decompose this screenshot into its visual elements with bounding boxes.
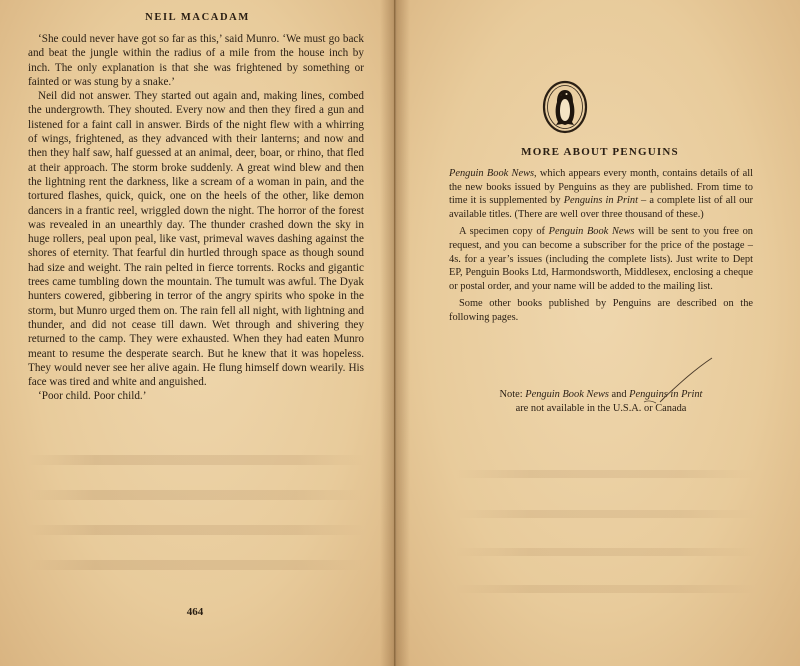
italic-title: Penguins in Print (629, 389, 703, 400)
show-through-shadow (28, 490, 364, 500)
show-through-shadow (28, 525, 364, 535)
right-page-body (449, 167, 753, 329)
running-head: NEIL MACADAM (145, 12, 250, 23)
pencil-mark (624, 356, 714, 406)
body-paragraph: Neil did not answer. They started out again and, making lines, combed the undergrowth. They shouted. Every now and then they fired a gun and listened for a faint call in answer. Birds of the night flew with a whirring of wings, frightened, as they advanced with their lanterns; and now and then they half saw, half guessed at an animal, deer, boar, or rhino, that fled at their approach. The storm broke suddenly. A great wind blew and then the lightning rent the darkness, like a scream of a woman in pain, and the tortured flashes, quick, quick, one on the heels of the other, like demon dancers in a frantic reel, wriggled down the night. The horror of the forest was revealed in an unearthly day. The thunder crashed down the sky in huge rollers, peal upon peal, like vast, primeval waves dashing against the shores of eternity. That fearful din hurtled through space as though sound had size and weight. The rain pelted in fierce torrents. Rocks and gigantic trees came tumbling down the mountain. The tumult was awful. The Dyak hunters cowered, gibbering in terror of the angry spirits who spoke in the storm, but Munro urged them on. The rain fell all night, with lightning and thunder, and did not cease till dawn. Wet through and shivering they returned to the camp. They were exhausted. When they had eaten Munro meant to resume the desperate search. But he knew that it was hopeless. They would never see her alive again. He flung himself down wearily. His face was tired and white and anguished. (28, 90, 364, 389)
show-through-shadow (455, 510, 755, 518)
penguin-logo-icon (542, 80, 588, 134)
show-through-shadow (455, 585, 755, 593)
italic-title: Penguin Book News (525, 389, 609, 400)
page-number: 464 (186, 606, 204, 618)
italic-title: Penguins in Print (563, 195, 638, 207)
italic-title: Penguin Book News (449, 168, 535, 179)
text-span: will be sent to you free on request, and you can become a subscriber for the price of the postage – 4s. for a year’s issues (including the complete lists). Just write to Dept EP, Penguin Books Ltd, Harmondsworth, Middlesex, enclosing a cheque or postal order, and your name will be added to the mailing list. (449, 226, 753, 292)
section-title: MORE ABOUT PENGUINS (521, 146, 679, 158)
text-span: Note: (499, 389, 526, 400)
body-paragraph: ‘Poor child. Poor child.’ (38, 390, 147, 403)
show-through-shadow (455, 470, 755, 478)
left-page-body (28, 32, 364, 404)
show-through-shadow (28, 560, 364, 570)
text-span: A specimen copy of (459, 226, 549, 238)
body-paragraph: Some other books published by Penguins are described on the following pages. (449, 298, 753, 323)
body-paragraph (449, 167, 753, 221)
left-page (0, 0, 395, 666)
italic-title: Penguin Book News (548, 226, 635, 238)
text-span: , which appears every month, contains details of all the new books issued by Penguins as they are published. From time to time it is supplemented by (449, 168, 753, 207)
text-span: and (608, 389, 630, 400)
body-paragraph (449, 225, 753, 293)
show-through-shadow (455, 548, 755, 556)
note-line-2: are not available in the U.S.A. or Canada (515, 402, 687, 414)
text-span: – a complete list of all our available titles. (There are well over three thousand of these.) (449, 195, 754, 220)
right-page (395, 0, 800, 666)
show-through-shadow (28, 455, 364, 465)
body-paragraph: ‘She could never have got so far as this,’ said Munro. ‘We must go back and beat the jungle within the radius of a mile from the house inch by inch. The only explanation is that she was frightened by something or fainted or was stung by a snake.’ (28, 33, 364, 88)
